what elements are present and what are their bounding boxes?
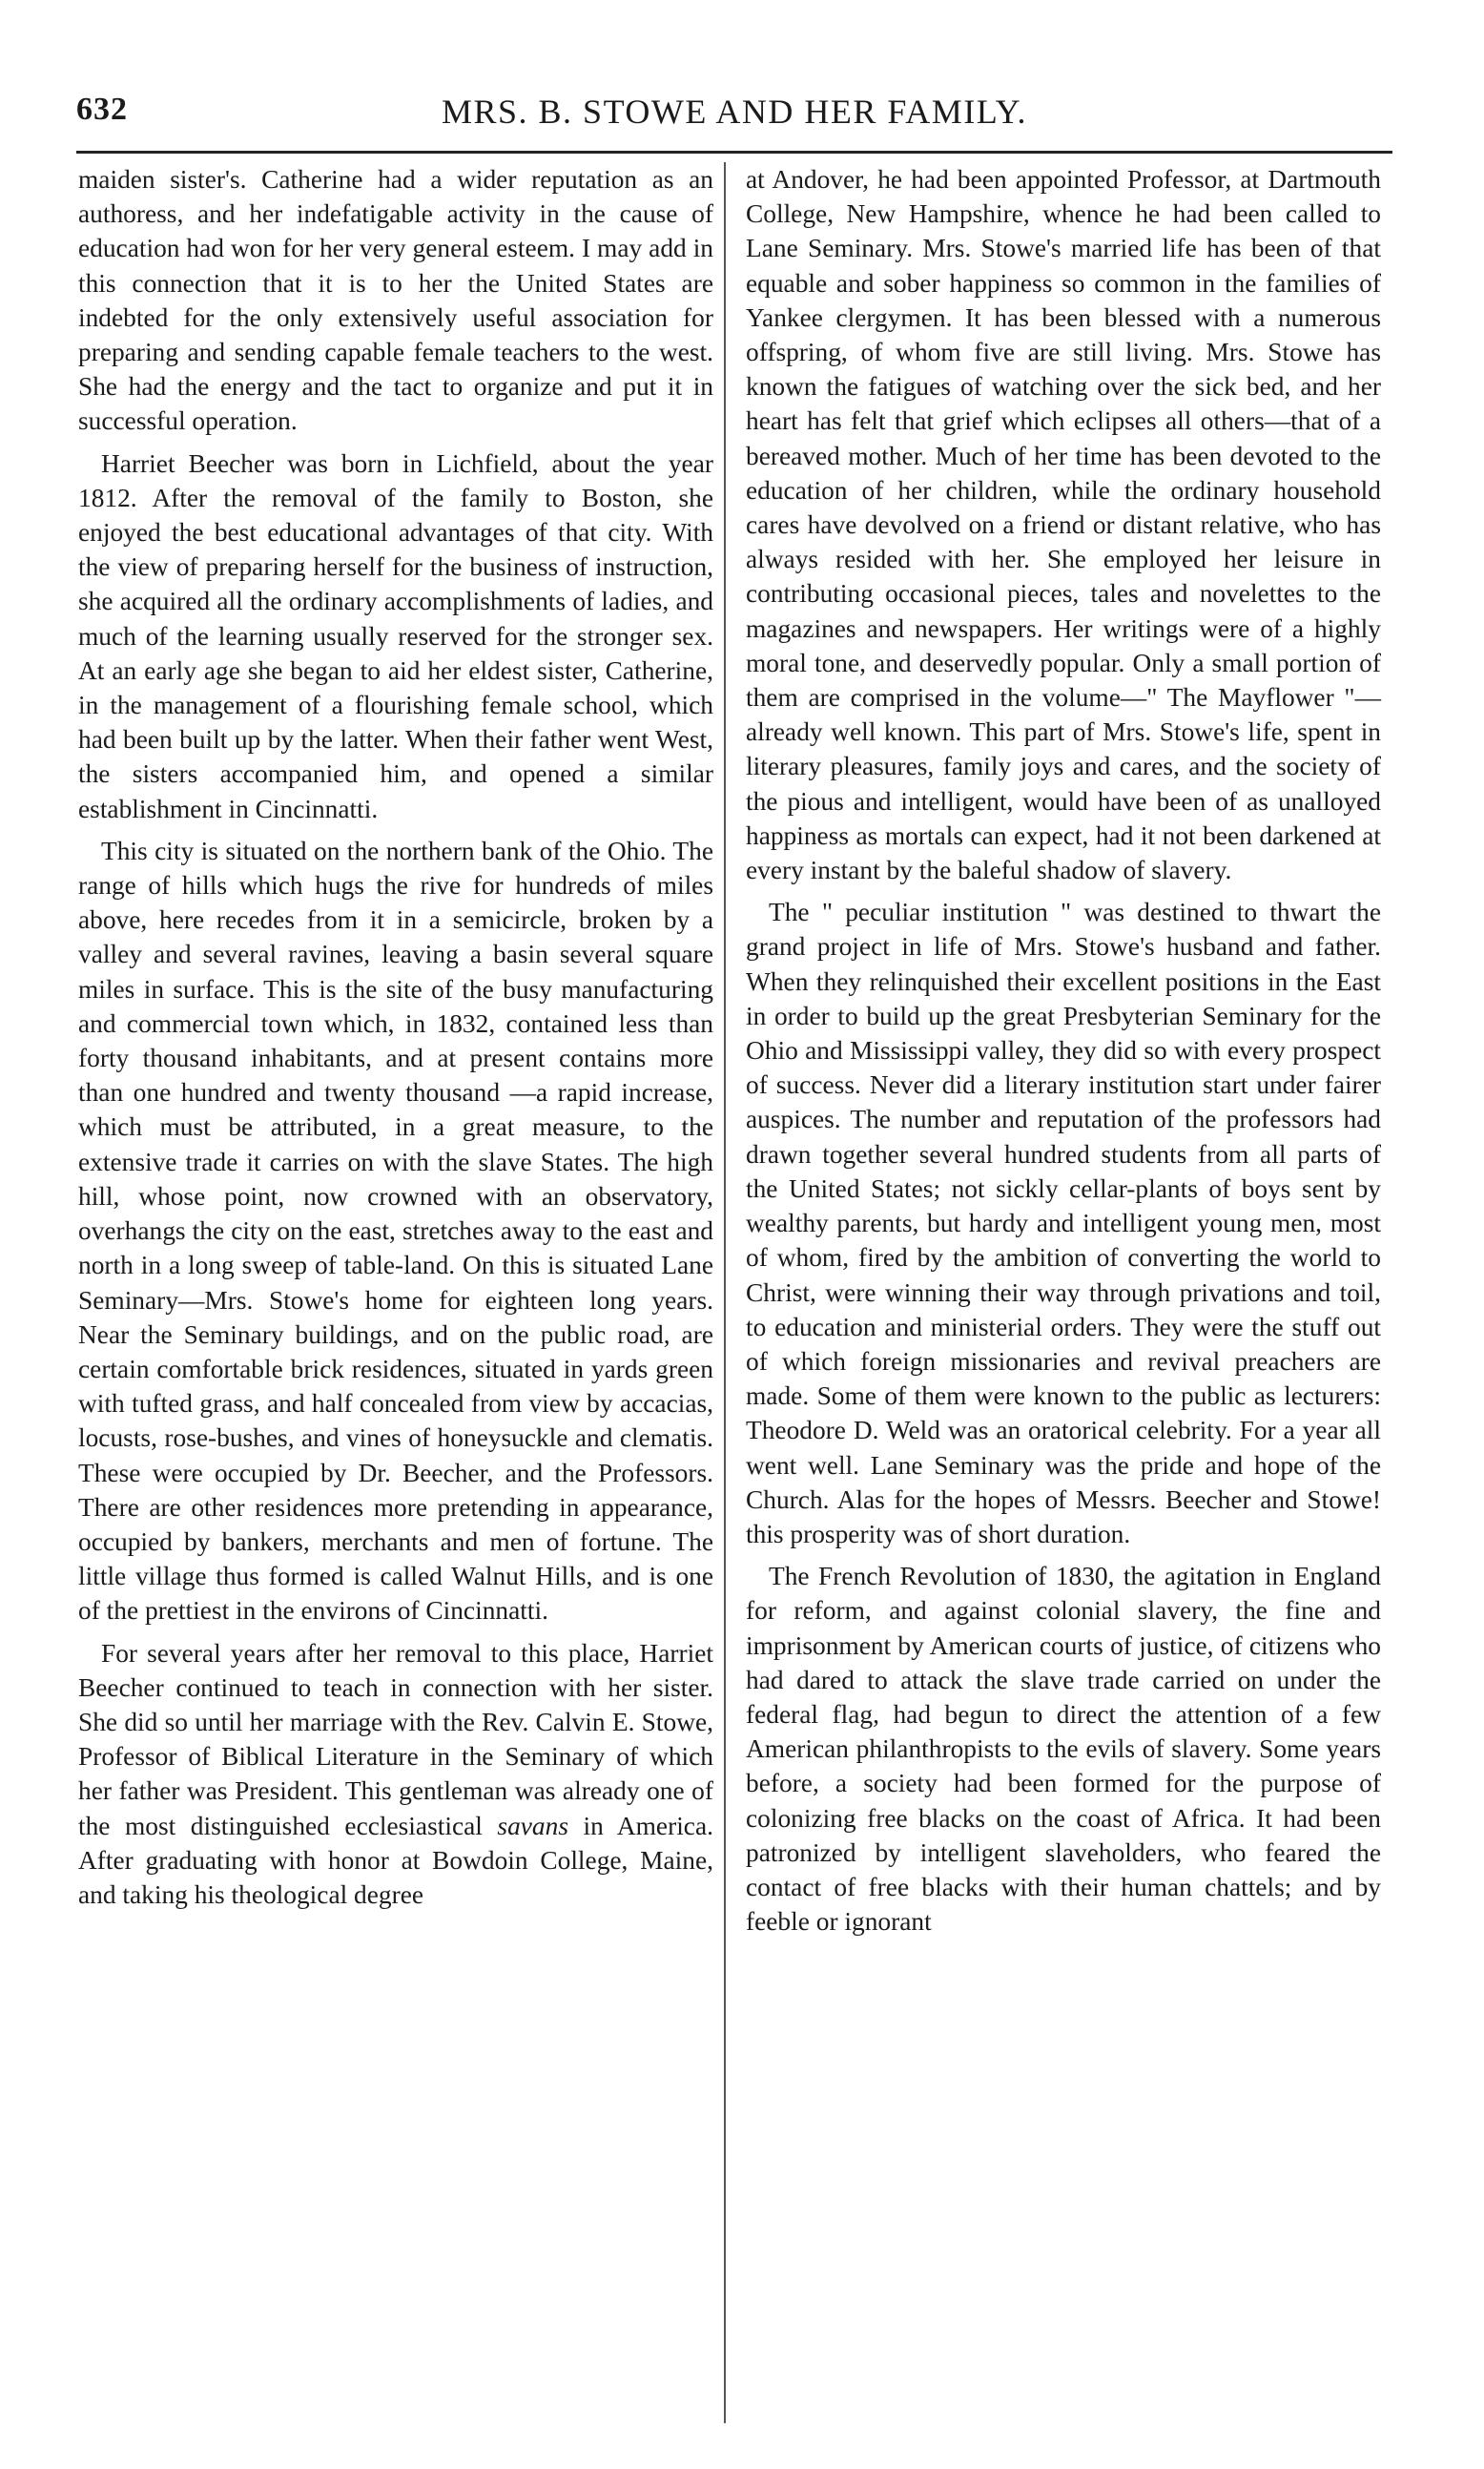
right-paragraph-1: at Andover, he had been appointed Professor, at Dartmouth College, New Hampshire, whence he had been called to Lane Seminary. Mrs. Stowe's married life has been of that equable and sober happiness so common in the families of Yankee clergymen. It has been blessed with a numerous offspring, of whom five are still living. Mrs. Stowe has known the fatigues of watching over the sick bed, and her heart has felt that grief which eclipses all others—that of a bereaved mother. Much of her time has been devoted to the education of her children, while the ordinary household cares have devolved on a friend or distant relative, who has always resided with her. She employed her leisure in contributing occasional pieces, tales and novelettes to the magazines and newspapers. Her writings were of a highly moral tone, and deservedly popular. Only a small portion of them are comprised in the volume—" The Mayflower "—already well known. This part of Mrs. Stowe's life, spent in literary pleasures, family joys and cares, and the society of the pious and intelligent, would have been of as unalloyed happiness as mortals can expect, had it not been darkened at every instant by the baleful shadow of slavery. <box>746 165 1381 885</box>
left-paragraph-4 <box>78 1636 713 1913</box>
left-paragraph-4-tail: in America. After graduating with honor at Bowdoin College, Maine, and taking his theological degree <box>78 1811 713 1909</box>
column-divider <box>724 162 726 2423</box>
header-rule <box>76 151 1392 154</box>
right-column <box>746 162 1381 1946</box>
left-paragraph-3: This city is situated on the northern bank of the Ohio. The range of hills which hugs the rive for hundreds of miles above, here recedes from it in a semicircle, broken by a valley and several ravines, leaving a basin several square miles in surface. This is the site of the busy manufacturing and commercial town which, in 1832, contained less than forty thousand inhabitants, and at present contains more than one hundred and twenty thousand —a rapid increase, which must be attributed, in a great measure, to the extensive trade it carries on with the slave States. The high hill, whose point, now crowned with an observatory, overhangs the city on the east, stretches away to the east and north in a long sweep of table-land. On this is situated Lane Seminary—Mrs. Stowe's home for eighteen long years. Near the Seminary buildings, and on the public road, are certain comfortable brick residences, situated in yards green with tufted grass, and half concealed from view by accacias, locusts, rose-bushes, and vines of honeysuckle and clematis. These were occupied by Dr. Beecher, and the Professors. There are other residences more pretending in appearance, occupied by bankers, merchants and men of fortune. The little village thus formed is called Walnut Hills, and is one of the prettiest in the environs of Cincinnatti. <box>78 836 713 1626</box>
left-paragraph-1: maiden sister's. Catherine had a wider reputation as an authoress, and her indefatigable activity in the cause of education had won for her very general esteem. I may add in this connection that it is to her the United States are indebted for the only extensively useful association for preparing and sending capable female teachers to the west. She had the energy and the tact to organize and put it in successful operation. <box>78 165 713 436</box>
running-title: MRS. B. STOWE AND HER FAMILY. <box>442 93 1027 131</box>
right-paragraph-2: The " peculiar institution " was destined to thwart the grand project in life of Mrs. Stowe's husband and father. When they relinquished their excellent positions in the East in order to build up the great Presbyterian Seminary for the Ohio and Mississippi valley, they did so with every prospect of success. Never did a literary institution start under fairer auspices. The number and reputation of the professors had drawn together several hundred students from all parts of the United States; not sickly cellar-plants of boys sent by wealthy parents, but hardy and intelligent young men, most of whom, fired by the ambition of converting the world to Christ, were winning their way through privations and toil, to education and ministerial orders. They were the stuff out of which foreign missionaries and revival preachers are made. Some of them were known to the public as lecturers: Theodore D. Weld was an oratorical celebrity. For a year all went well. Lane Seminary was the pride and hope of the Church. Alas for the hopes of Messrs. Beecher and Stowe! this prosperity was of short duration. <box>746 898 1381 1548</box>
left-paragraph-2: Harriet Beecher was born in Lichfield, about the year 1812. After the removal of the family to Boston, she enjoyed the best educational advantages of that city. With the view of preparing herself for the business of instruction, she acquired all the ordinary accomplishments of ladies, and much of the learning usually reserved for the stronger sex. At an early age she began to aid her eldest sister, Catherine, in the management of a flourishing female school, which had been built up by the latter. When their father went West, the sisters accompanied him, and opened a similar establishment in Cincinnatti. <box>78 448 713 823</box>
left-paragraph-4-text: For several years after her removal to this place, Harriet Beecher continued to teach in connection with her sister. She did so until her marriage with the Rev. Calvin E. Stowe, Professor of Biblical Literature in the Seminary of which her father was President. This gentleman was already one of the most distinguished ecclesiastical <box>78 1638 713 1840</box>
right-paragraph-3: The French Revolution of 1830, the agitation in England for reform, and against colonial slavery, the fine and imprisonment by American courts of justice, of citizens who had dared to attack the slave trade carried on under the federal flag, had begun to direct the attention of a few American philanthropists to the evils of slavery. Some years before, a society had been formed for the purpose of colonizing free blacks on the coast of Africa. It had been patronized by intelligent slaveholders, who feared the contact of free blacks with their human chattels; and by feeble or ignorant <box>746 1562 1381 1937</box>
page-number: 632 <box>76 92 128 127</box>
italic-word: savans <box>497 1811 568 1840</box>
page-header <box>76 92 1392 141</box>
left-column <box>78 162 713 1919</box>
